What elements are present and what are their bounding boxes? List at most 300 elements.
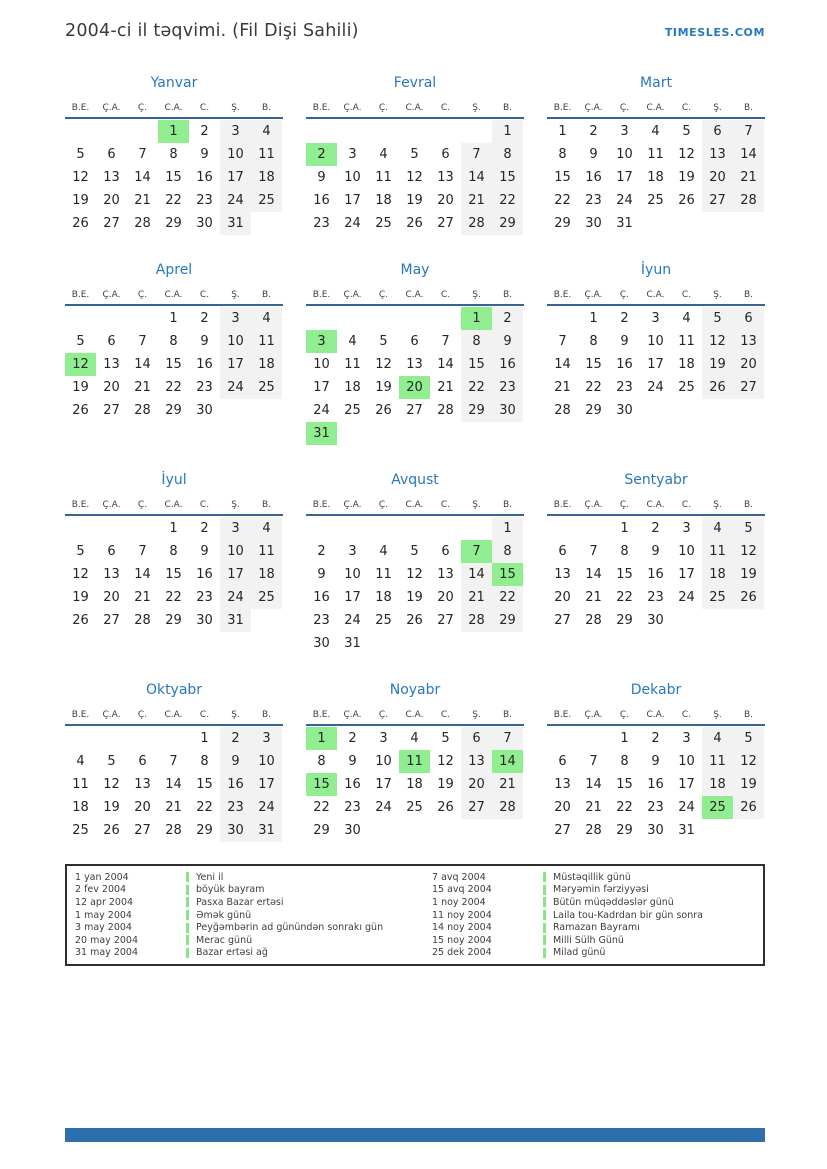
day-cell: 20 — [733, 353, 764, 376]
day-cell: 27 — [103, 613, 120, 628]
day-cell: 27 — [103, 403, 120, 418]
day-cell: 8 — [492, 143, 523, 166]
day-cell: 22 — [165, 193, 182, 208]
day-cell: 12 — [72, 567, 89, 582]
day-cell: 13 — [461, 750, 492, 773]
day-cell: 18 — [375, 193, 392, 208]
day-cell: 17 — [678, 777, 695, 792]
day-cell: 19 — [733, 773, 764, 796]
day-cell: 19 — [375, 380, 392, 395]
day-cell: 24 — [616, 193, 633, 208]
day-cell: 6 — [441, 147, 450, 162]
day-cell: 2 — [651, 731, 660, 746]
day-cell: 31 — [220, 609, 251, 632]
legend-date: 25 dek 2004 — [432, 947, 492, 959]
day-cell: 12 — [72, 170, 89, 185]
day-cell: 27 — [702, 189, 733, 212]
day-cell: 15 — [554, 170, 571, 185]
month-header-rule — [65, 724, 283, 726]
weekday-label: B.E. — [71, 290, 90, 300]
day-cell: 24 — [344, 216, 361, 231]
day-cell: 26 — [733, 796, 764, 819]
weekday-label: B.E. — [553, 103, 572, 113]
day-cell: 2 — [492, 307, 523, 330]
weekday-label: Ç.A. — [584, 710, 603, 720]
weekday-label: C. — [681, 500, 692, 510]
month-avqust — [306, 471, 524, 655]
day-cell: 21 — [437, 380, 454, 395]
month-sentyabr — [547, 471, 765, 655]
weekday-label: Ç. — [378, 103, 389, 113]
empty-day-cell — [430, 307, 461, 330]
month-iyun — [547, 261, 765, 445]
day-cell: 26 — [406, 216, 423, 231]
empty-day-cell — [492, 819, 523, 842]
weekday-label: C. — [440, 500, 451, 510]
empty-day-cell — [733, 212, 764, 235]
weekday-label: Ç.A. — [102, 500, 121, 510]
month-title[interactable]: Dekabr — [630, 682, 682, 698]
day-cell: 6 — [558, 544, 567, 559]
day-cell: 19 — [72, 193, 89, 208]
empty-day-cell — [733, 819, 764, 842]
day-cell: 10 — [344, 567, 361, 582]
day-cell: 6 — [138, 754, 147, 769]
day-cell: 6 — [410, 334, 419, 349]
day-cell: 3 — [306, 330, 337, 353]
empty-day-cell — [337, 517, 368, 540]
weekday-label: Ş. — [713, 103, 722, 113]
weekday-label: B. — [743, 500, 754, 510]
day-cell: 19 — [103, 800, 120, 815]
day-cell: 2 — [220, 727, 251, 750]
day-cell: 8 — [589, 334, 598, 349]
month-oktyabr — [65, 681, 283, 842]
empty-day-cell — [671, 609, 702, 632]
day-cell: 20 — [554, 800, 571, 815]
month-title[interactable]: Oktyabr — [145, 682, 203, 698]
day-cell: 30 — [196, 613, 213, 628]
empty-day-cell — [430, 517, 461, 540]
day-cell: 20 — [437, 590, 454, 605]
day-cell: 1 — [169, 521, 178, 536]
month-day-grid — [306, 120, 524, 235]
day-cell: 8 — [558, 147, 567, 162]
day-cell: 3 — [620, 124, 629, 139]
day-cell: 21 — [492, 773, 523, 796]
holiday-tick-icon — [186, 910, 189, 920]
empty-day-cell — [337, 307, 368, 330]
weekday-label: C.A. — [646, 103, 665, 113]
month-header-rule — [65, 514, 283, 516]
day-cell: 22 — [616, 590, 633, 605]
empty-day-cell — [96, 307, 127, 330]
empty-day-cell — [671, 399, 702, 422]
day-cell: 2 — [200, 521, 209, 536]
day-cell: 1 — [492, 517, 523, 540]
day-cell: 16 — [313, 590, 330, 605]
day-cell: 6 — [702, 120, 733, 143]
day-cell: 21 — [134, 590, 151, 605]
day-cell: 25 — [375, 216, 392, 231]
day-cell: 7 — [461, 143, 492, 166]
day-cell: 24 — [251, 796, 282, 819]
day-cell: 19 — [733, 563, 764, 586]
day-cell: 26 — [375, 403, 392, 418]
month-header-rule — [306, 117, 524, 119]
empty-day-cell — [251, 609, 282, 632]
weekday-label: Ç. — [619, 290, 630, 300]
day-cell: 6 — [107, 544, 116, 559]
day-cell: 15 — [461, 353, 492, 376]
day-cell: 17 — [220, 166, 251, 189]
day-cell: 26 — [72, 403, 89, 418]
legend-row — [75, 896, 432, 909]
day-cell: 13 — [134, 777, 151, 792]
empty-day-cell — [702, 399, 733, 422]
month-day-grid — [547, 727, 765, 842]
calendar-year-grid — [65, 74, 765, 842]
day-cell: 23 — [647, 590, 664, 605]
day-cell: 25 — [406, 800, 423, 815]
day-cell: 10 — [251, 750, 282, 773]
day-cell: 25 — [375, 613, 392, 628]
weekday-label: B. — [502, 290, 513, 300]
day-cell: 13 — [103, 567, 120, 582]
day-cell: 14 — [437, 357, 454, 372]
weekday-label: C. — [199, 103, 210, 113]
day-cell: 8 — [620, 544, 629, 559]
empty-day-cell — [399, 819, 430, 842]
day-cell: 9 — [492, 330, 523, 353]
day-cell: 23 — [196, 590, 213, 605]
day-cell: 18 — [678, 357, 695, 372]
weekday-label: Ş. — [231, 710, 240, 720]
day-cell: 14 — [733, 143, 764, 166]
empty-day-cell — [251, 212, 282, 235]
day-cell: 11 — [375, 170, 392, 185]
empty-day-cell — [96, 120, 127, 143]
day-cell: 25 — [72, 823, 89, 838]
day-cell: 30 — [585, 216, 602, 231]
day-cell: 9 — [200, 147, 209, 162]
legend-holiday-name: Müstəqillik günü — [553, 871, 631, 883]
weekday-label: B.E. — [312, 103, 331, 113]
day-cell: 16 — [492, 353, 523, 376]
weekday-label: B. — [261, 103, 272, 113]
month-title[interactable]: May — [400, 262, 430, 278]
day-cell: 3 — [220, 307, 251, 330]
day-cell: 21 — [554, 380, 571, 395]
day-cell: 13 — [103, 357, 120, 372]
day-cell: 17 — [251, 773, 282, 796]
legend-holiday-name: Milad günü — [553, 947, 606, 959]
day-cell: 26 — [437, 800, 454, 815]
day-cell: 7 — [138, 147, 147, 162]
day-cell: 7 — [589, 544, 598, 559]
day-cell: 12 — [702, 330, 733, 353]
empty-day-cell — [368, 819, 399, 842]
weekday-header-row — [547, 496, 765, 514]
day-cell: 9 — [220, 750, 251, 773]
empty-day-cell — [96, 517, 127, 540]
day-cell: 23 — [313, 216, 330, 231]
legend-row — [432, 871, 763, 884]
weekday-label: B.E. — [312, 290, 331, 300]
day-cell: 27 — [461, 796, 492, 819]
legend-holiday-name: Yeni il — [196, 871, 224, 883]
weekday-label: Ş. — [472, 500, 481, 510]
day-cell: 28 — [134, 613, 151, 628]
day-cell: 31 — [616, 216, 633, 231]
month-title[interactable]: Fevral — [393, 75, 437, 91]
day-cell: 8 — [620, 754, 629, 769]
day-cell: 1 — [589, 311, 598, 326]
empty-day-cell — [461, 632, 492, 655]
legend-row — [432, 934, 763, 947]
legend-row — [432, 896, 763, 909]
day-cell: 28 — [134, 216, 151, 231]
day-cell: 6 — [558, 754, 567, 769]
weekday-label: B. — [261, 290, 272, 300]
day-cell: 3 — [348, 544, 357, 559]
day-cell: 5 — [733, 727, 764, 750]
day-cell: 29 — [492, 609, 523, 632]
weekday-label: Ç.A. — [343, 290, 362, 300]
month-title[interactable]: Mart — [640, 75, 672, 91]
weekday-header-row — [65, 99, 283, 117]
empty-day-cell — [702, 819, 733, 842]
day-cell: 18 — [251, 166, 282, 189]
day-cell: 8 — [200, 754, 209, 769]
weekday-header-row — [306, 99, 524, 117]
day-cell: 24 — [220, 376, 251, 399]
day-cell: 13 — [702, 143, 733, 166]
empty-day-cell — [127, 727, 158, 750]
day-cell: 27 — [406, 403, 423, 418]
empty-day-cell — [399, 120, 430, 143]
day-cell: 30 — [647, 613, 664, 628]
day-cell: 23 — [196, 193, 213, 208]
day-cell: 7 — [138, 544, 147, 559]
day-cell: 24 — [344, 613, 361, 628]
day-cell: 29 — [492, 212, 523, 235]
day-cell: 2 — [306, 143, 337, 166]
day-cell: 11 — [375, 567, 392, 582]
empty-day-cell — [65, 307, 96, 330]
day-cell: 12 — [406, 170, 423, 185]
day-cell: 21 — [585, 590, 602, 605]
weekday-label: C. — [681, 103, 692, 113]
day-cell: 23 — [647, 800, 664, 815]
day-cell: 20 — [134, 800, 151, 815]
day-cell: 20 — [554, 590, 571, 605]
day-cell: 15 — [616, 777, 633, 792]
day-cell: 28 — [554, 403, 571, 418]
day-cell: 31 — [678, 823, 695, 838]
day-cell: 25 — [251, 586, 282, 609]
weekday-label: Ş. — [713, 290, 722, 300]
day-cell: 19 — [406, 590, 423, 605]
weekday-label: C.A. — [164, 500, 183, 510]
weekday-label: B.E. — [553, 500, 572, 510]
legend-holiday-name: Bütün müqəddəslər günü — [553, 896, 674, 908]
day-cell: 1 — [558, 124, 567, 139]
legend-date: 15 noy 2004 — [432, 934, 492, 946]
day-cell: 31 — [344, 636, 361, 651]
weekday-label: B. — [743, 290, 754, 300]
day-cell: 14 — [585, 777, 602, 792]
day-cell: 30 — [492, 399, 523, 422]
site-link[interactable]: TIMESLES.COM — [664, 26, 765, 39]
weekday-label: B.E. — [312, 710, 331, 720]
weekday-header-row — [547, 99, 765, 117]
day-cell: 5 — [410, 147, 419, 162]
legend-holiday-name: Milli Sülh Günü — [553, 934, 624, 946]
month-day-grid — [65, 120, 283, 235]
day-cell: 25 — [251, 376, 282, 399]
month-mart — [547, 74, 765, 235]
empty-day-cell — [578, 517, 609, 540]
day-cell: 1 — [200, 731, 209, 746]
day-cell: 28 — [585, 823, 602, 838]
day-cell: 18 — [251, 353, 282, 376]
month-title[interactable]: Avqust — [391, 472, 439, 488]
day-cell: 14 — [585, 567, 602, 582]
weekday-label: C.A. — [164, 103, 183, 113]
month-day-grid — [547, 517, 765, 632]
day-cell: 1 — [620, 731, 629, 746]
day-cell: 9 — [651, 754, 660, 769]
day-cell: 10 — [344, 170, 361, 185]
month-header-rule — [547, 304, 765, 306]
day-cell: 28 — [437, 403, 454, 418]
day-cell: 17 — [616, 170, 633, 185]
day-cell: 20 — [702, 166, 733, 189]
day-cell: 15 — [585, 357, 602, 372]
day-cell: 27 — [554, 613, 571, 628]
day-cell: 24 — [220, 586, 251, 609]
day-cell: 2 — [348, 731, 357, 746]
day-cell: 15 — [165, 170, 182, 185]
weekday-label: Ç.A. — [343, 500, 362, 510]
day-cell: 14 — [134, 567, 151, 582]
weekday-label: Ç. — [378, 500, 389, 510]
day-cell: 11 — [72, 777, 89, 792]
weekday-label: B. — [261, 710, 272, 720]
month-title[interactable]: İyul — [161, 472, 187, 488]
day-cell: 13 — [437, 567, 454, 582]
day-cell: 16 — [313, 193, 330, 208]
month-day-grid — [306, 307, 524, 445]
empty-day-cell — [368, 632, 399, 655]
month-title[interactable]: Aprel — [155, 262, 193, 278]
month-header-rule — [306, 724, 524, 726]
weekday-header-row — [65, 496, 283, 514]
month-noyabr — [306, 681, 524, 842]
day-cell: 14 — [492, 750, 523, 773]
weekday-label: Ş. — [472, 103, 481, 113]
day-cell: 25 — [344, 403, 361, 418]
day-cell: 30 — [313, 636, 330, 651]
empty-day-cell — [368, 422, 399, 445]
day-cell: 15 — [165, 567, 182, 582]
day-cell: 26 — [406, 613, 423, 628]
day-cell: 14 — [134, 357, 151, 372]
day-cell: 25 — [702, 796, 733, 819]
day-cell: 16 — [647, 777, 664, 792]
weekday-label: Ç.A. — [584, 103, 603, 113]
empty-day-cell — [492, 422, 523, 445]
day-cell: 23 — [616, 380, 633, 395]
day-cell: 11 — [399, 750, 430, 773]
month-title[interactable]: Noyabr — [389, 682, 441, 698]
month-title[interactable]: Sentyabr — [624, 472, 688, 488]
weekday-label: C. — [681, 710, 692, 720]
day-cell: 31 — [306, 422, 337, 445]
empty-day-cell — [733, 609, 764, 632]
day-cell: 19 — [702, 353, 733, 376]
day-cell: 19 — [437, 777, 454, 792]
legend-date: 14 noy 2004 — [432, 922, 492, 934]
day-cell: 15 — [616, 567, 633, 582]
empty-day-cell — [251, 399, 282, 422]
day-cell: 20 — [103, 193, 120, 208]
legend-date: 7 avq 2004 — [432, 871, 486, 883]
day-cell: 7 — [558, 334, 567, 349]
month-title[interactable]: İyun — [640, 262, 672, 278]
day-cell: 4 — [410, 731, 419, 746]
day-cell: 4 — [702, 517, 733, 540]
day-cell: 8 — [461, 330, 492, 353]
month-title[interactable]: Yanvar — [150, 75, 198, 91]
day-cell: 17 — [313, 380, 330, 395]
day-cell: 15 — [492, 166, 523, 189]
day-cell: 10 — [375, 754, 392, 769]
day-cell: 6 — [107, 334, 116, 349]
empty-day-cell — [306, 120, 337, 143]
weekday-label: Ç. — [137, 290, 148, 300]
day-cell: 19 — [72, 590, 89, 605]
weekday-label: C.A. — [405, 500, 424, 510]
day-cell: 10 — [678, 544, 695, 559]
day-cell: 8 — [492, 540, 523, 563]
day-cell: 18 — [375, 590, 392, 605]
weekday-label: C. — [199, 710, 210, 720]
day-cell: 13 — [554, 567, 571, 582]
day-cell: 29 — [165, 613, 182, 628]
day-cell: 2 — [200, 311, 209, 326]
day-cell: 20 — [437, 193, 454, 208]
day-cell: 5 — [410, 544, 419, 559]
weekday-label: Ş. — [713, 500, 722, 510]
month-yanvar — [65, 74, 283, 235]
day-cell: 26 — [702, 376, 733, 399]
day-cell: 9 — [200, 334, 209, 349]
legend-date: 31 may 2004 — [75, 947, 139, 959]
empty-day-cell — [368, 120, 399, 143]
holiday-tick-icon — [543, 910, 546, 920]
day-cell: 30 — [647, 823, 664, 838]
weekday-label: C.A. — [646, 710, 665, 720]
day-cell: 9 — [589, 147, 598, 162]
day-cell: 15 — [306, 773, 337, 796]
day-cell: 12 — [375, 357, 392, 372]
page-header — [65, 0, 765, 41]
day-cell: 28 — [165, 823, 182, 838]
legend-holiday-name: Bazar ertəsi ağ — [196, 947, 268, 959]
empty-day-cell — [578, 727, 609, 750]
